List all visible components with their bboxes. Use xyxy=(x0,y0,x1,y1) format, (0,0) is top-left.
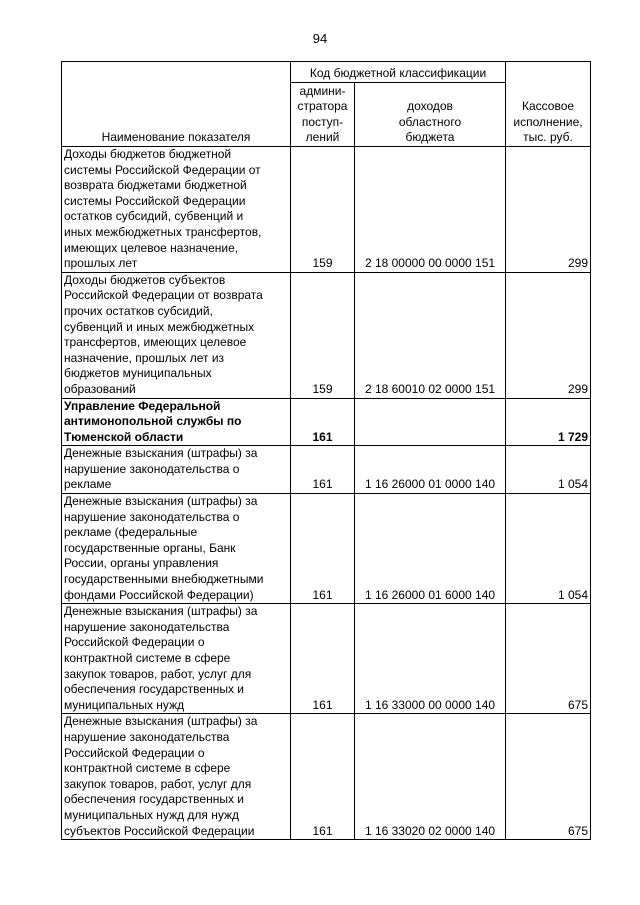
row-admin-code-cell: 161 xyxy=(291,714,355,840)
row-amount-cell: 1 054 xyxy=(506,446,591,494)
row-amount-cell: 299 xyxy=(506,272,591,398)
table-row xyxy=(62,446,591,494)
row-admin-code-cell: 159 xyxy=(291,272,355,398)
row-amount-cell: 675 xyxy=(506,604,591,714)
budget-table xyxy=(61,61,591,840)
table-header xyxy=(62,62,591,147)
header-kbk-group: Код бюджетной классификации xyxy=(291,62,506,83)
row-amount-cell: 299 xyxy=(506,147,591,273)
row-admin-code-cell: 161 xyxy=(291,446,355,494)
table-row xyxy=(62,714,591,840)
row-admin-code-cell: 161 xyxy=(291,398,355,446)
row-amount-cell: 1 054 xyxy=(506,494,591,604)
row-name-cell: Доходы бюджетов субъектов Российской Федерации от возврата прочих остатков субсидий, субвенций и иных межбюджетных трансфертов, имеющих целевое назначение, прошлых лет из бюджетов муниципальных образований xyxy=(62,272,291,398)
table-row xyxy=(62,398,591,446)
table-body xyxy=(62,147,591,840)
header-amount-column: Кассовое исполнение, тыс. руб. xyxy=(506,62,591,147)
header-income-column: доходов областного бюджета xyxy=(355,83,506,147)
table-row xyxy=(62,494,591,604)
row-income-code-cell: 1 16 33020 02 0000 140 xyxy=(355,714,506,840)
row-name-cell: Денежные взыскания (штрафы) за нарушение законодательства о рекламе xyxy=(62,446,291,494)
row-income-code-cell xyxy=(355,398,506,446)
row-admin-code-cell: 159 xyxy=(291,147,355,273)
row-income-code-cell: 1 16 33000 00 0000 140 xyxy=(355,604,506,714)
row-name-cell: Денежные взыскания (штрафы) за нарушение законодательства о рекламе (федеральные государственные органы, Банк России, органы управления государственными внебюджетными фондами Российской Федерации) xyxy=(62,494,291,604)
header-admin-column: админи- стратора поступ- лений xyxy=(291,83,355,147)
row-income-code-cell: 2 18 00000 00 0000 151 xyxy=(355,147,506,273)
table-row xyxy=(62,604,591,714)
row-amount-cell: 675 xyxy=(506,714,591,840)
table-row xyxy=(62,272,591,398)
row-income-code-cell: 1 16 26000 01 6000 140 xyxy=(355,494,506,604)
row-name-cell: Управление Федеральной антимонопольной службы по Тюменской области xyxy=(62,398,291,446)
page-number: 94 xyxy=(312,31,328,46)
table-row xyxy=(62,147,591,273)
row-admin-code-cell: 161 xyxy=(291,494,355,604)
row-name-cell: Доходы бюджетов бюджетной системы Российской Федерации от возврата бюджетами бюджетной системы Российской Федерации остатков субсидий, субвенций и иных межбюджетных трансфертов, имеющих целевое назначение, прошлых лет xyxy=(62,147,291,273)
row-income-code-cell: 2 18 60010 02 0000 151 xyxy=(355,272,506,398)
row-name-cell: Денежные взыскания (штрафы) за нарушение законодательства Российской Федерации о контрактной системе в сфере закупок товаров, работ, услуг для обеспечения государственных и муниципальных нужд для нужд субъектов Российской Федерации xyxy=(62,714,291,840)
row-income-code-cell: 1 16 26000 01 0000 140 xyxy=(355,446,506,494)
row-name-cell: Денежные взыскания (штрафы) за нарушение законодательства Российской Федерации о контрактной системе в сфере закупок товаров, работ, услуг для обеспечения государственных и муниципальных нужд xyxy=(62,604,291,714)
header-name-column: Наименование показателя xyxy=(62,62,291,147)
row-admin-code-cell: 161 xyxy=(291,604,355,714)
row-amount-cell: 1 729 xyxy=(506,398,591,446)
